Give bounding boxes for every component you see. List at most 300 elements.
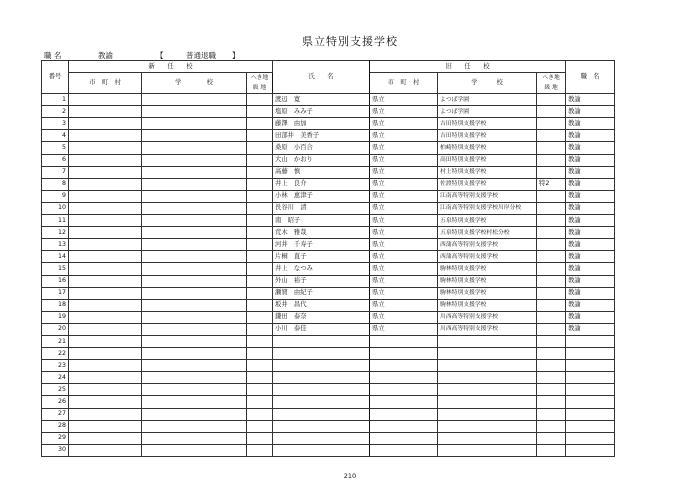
table-row [42,94,615,106]
row-number: 20 [42,323,69,335]
name-cell: 鎌田 泰奈 [273,311,370,323]
old-hekichi-cell [537,335,566,347]
new-city-cell [69,106,142,118]
old-city-cell [370,432,438,444]
old-hekichi-cell [537,420,566,432]
name-cell [273,384,370,396]
table-row [42,408,615,420]
new-hekichi-cell [247,372,273,384]
new-city-cell [69,178,142,190]
old-school-cell: 高田特別支援学校 [438,154,537,166]
old-city-cell: 県立 [370,178,438,190]
new-city-cell [69,118,142,130]
new-city-cell [69,227,142,239]
old-city-cell [370,420,438,432]
new-city-cell [69,202,142,214]
name-cell [273,420,370,432]
col-new-city-header: 市 町 村 [69,73,142,94]
old-school-cell: よつば学園 [438,106,537,118]
old-school-cell: 村上特別支援学校 [438,166,537,178]
new-hekichi-cell [247,384,273,396]
page-number: 210 [343,472,357,480]
old-school-cell [438,420,537,432]
new-city-cell [69,360,142,372]
old-school-cell: 駒林特別支援学校 [438,275,537,287]
table-row [42,239,615,251]
old-city-cell: 県立 [370,190,438,202]
col-name-header: 氏 名 [273,61,370,94]
old-school-cell: 駒林特別支援学校 [438,299,537,311]
position-cell: 教諭 [566,251,615,263]
position-value: 教諭 [98,51,113,60]
new-school-cell [142,106,247,118]
new-city-cell [69,275,142,287]
new-school-cell [142,444,247,456]
old-school-cell [438,396,537,408]
name-cell: 荒木 雅哉 [273,227,370,239]
col-old-school-header: 学 校 [438,73,537,94]
table-row [42,251,615,263]
new-hekichi-cell [247,323,273,335]
old-school-cell: 江南高等特別支援学校川岸分校 [438,202,537,214]
old-city-cell: 県立 [370,239,438,251]
old-hekichi-cell [537,263,566,275]
position-cell [566,335,615,347]
table-row [42,444,615,456]
table-row [42,287,615,299]
new-hekichi-cell [247,202,273,214]
new-city-cell [69,154,142,166]
new-school-cell [142,408,247,420]
new-school-cell [142,287,247,299]
col-new-hekichi-header: へき地 級 地 [247,73,273,94]
old-city-cell [370,384,438,396]
position-cell [566,396,615,408]
new-city-cell [69,396,142,408]
old-hekichi-cell [537,348,566,360]
new-school-group-header: 新 任 校 [69,61,273,73]
name-cell [273,396,370,408]
col-num-header: 番号 [42,61,69,94]
row-number: 30 [42,444,69,456]
table-row [42,323,615,335]
old-hekichi-cell [537,372,566,384]
new-city-cell [69,251,142,263]
position-cell: 教諭 [566,323,615,335]
row-number: 27 [42,408,69,420]
old-city-cell: 県立 [370,106,438,118]
name-cell: 外山 裕子 [273,275,370,287]
position-cell [566,420,615,432]
name-cell [273,372,370,384]
row-number: 8 [42,178,69,190]
new-city-cell [69,444,142,456]
old-city-cell [370,408,438,420]
new-school-cell [142,190,247,202]
old-school-cell: 西蒲高等特別支援学校 [438,251,537,263]
old-hekichi-cell [537,323,566,335]
row-number: 5 [42,142,69,154]
new-school-cell [142,323,247,335]
new-city-cell [69,420,142,432]
table-row [42,106,615,118]
old-hekichi-cell [537,227,566,239]
old-city-cell: 県立 [370,299,438,311]
old-city-cell: 県立 [370,94,438,106]
position-cell [566,348,615,360]
old-school-cell: 佐渡特別支援学校 [438,178,537,190]
name-cell: 坂井 昌代 [273,299,370,311]
old-school-cell [438,335,537,347]
new-school-cell [142,372,247,384]
col-new-school-header: 学 校 [142,73,247,94]
new-hekichi-cell [247,420,273,432]
new-school-cell [142,263,247,275]
old-school-cell: 五泉特別支援学校村松分校 [438,227,537,239]
new-school-cell [142,311,247,323]
new-school-cell [142,335,247,347]
old-hekichi-cell [537,142,566,154]
row-number: 4 [42,130,69,142]
new-school-cell [142,130,247,142]
name-cell: 小川 泰佳 [273,323,370,335]
table-row [42,142,615,154]
row-number: 25 [42,384,69,396]
old-school-cell [438,444,537,456]
old-city-cell: 県立 [370,287,438,299]
old-city-cell: 県立 [370,251,438,263]
new-school-cell [142,360,247,372]
transfer-table [41,60,615,457]
old-school-cell: 西蒲高等特別支援学校 [438,239,537,251]
new-hekichi-cell [247,154,273,166]
table-row [42,263,615,275]
old-city-cell: 県立 [370,142,438,154]
row-number: 16 [42,275,69,287]
new-hekichi-cell [247,311,273,323]
name-cell [273,432,370,444]
new-hekichi-cell [247,263,273,275]
old-hekichi-cell: 特2 [537,178,566,190]
new-city-cell [69,166,142,178]
new-city-cell [69,311,142,323]
old-city-cell: 県立 [370,154,438,166]
old-hekichi-cell [537,299,566,311]
col-position-header: 職 名 [566,61,615,94]
position-cell [566,432,615,444]
new-city-cell [69,130,142,142]
row-number: 18 [42,299,69,311]
table-row [42,215,615,227]
row-number: 12 [42,227,69,239]
name-cell: 藤澤 由加 [273,118,370,130]
new-hekichi-cell [247,106,273,118]
table-row [42,396,615,408]
new-city-cell [69,408,142,420]
table-row [42,384,615,396]
name-cell: 瀬賀 由紀子 [273,287,370,299]
new-city-cell [69,384,142,396]
table-row [42,432,615,444]
new-city-cell [69,263,142,275]
new-hekichi-cell [247,396,273,408]
old-school-cell [438,408,537,420]
new-hekichi-cell [247,130,273,142]
new-school-cell [142,420,247,432]
new-city-cell [69,372,142,384]
new-city-cell [69,215,142,227]
new-city-cell [69,348,142,360]
new-school-cell [142,215,247,227]
row-number: 14 [42,251,69,263]
table-row [42,118,615,130]
new-school-cell [142,251,247,263]
old-hekichi-cell [537,118,566,130]
new-school-cell [142,384,247,396]
old-hekichi-cell [537,154,566,166]
table-row [42,299,615,311]
position-cell: 教諭 [566,154,615,166]
old-hekichi-cell [537,275,566,287]
row-number: 28 [42,420,69,432]
name-cell [273,360,370,372]
row-number: 29 [42,432,69,444]
table-row [42,275,615,287]
old-school-cell [438,372,537,384]
old-city-cell [370,444,438,456]
old-school-cell: 吉田特別支援学校 [438,118,537,130]
old-hekichi-cell [537,202,566,214]
table-row [42,348,615,360]
old-hekichi-cell [537,311,566,323]
old-hekichi-cell [537,360,566,372]
old-school-cell [438,432,537,444]
position-cell: 教諭 [566,239,615,251]
old-school-cell: 駒林特別支援学校 [438,287,537,299]
old-hekichi-cell [537,432,566,444]
new-city-cell [69,323,142,335]
old-hekichi-cell [537,251,566,263]
row-number: 11 [42,215,69,227]
new-hekichi-cell [247,251,273,263]
new-hekichi-cell [247,275,273,287]
position-cell [566,408,615,420]
old-hekichi-cell [537,190,566,202]
position-cell: 教諭 [566,166,615,178]
new-school-cell [142,202,247,214]
new-school-cell [142,154,247,166]
new-city-cell [69,335,142,347]
old-hekichi-cell [537,94,566,106]
name-cell: 片桐 直子 [273,251,370,263]
new-hekichi-cell [247,118,273,130]
position-cell: 教諭 [566,106,615,118]
new-school-cell [142,396,247,408]
new-city-cell [69,287,142,299]
table-row [42,190,615,202]
new-city-cell [69,94,142,106]
new-city-cell [69,142,142,154]
name-cell [273,444,370,456]
name-cell: 井上 なつみ [273,263,370,275]
col-old-hekichi-header: へき地 級 地 [537,73,566,94]
new-school-cell [142,227,247,239]
old-hekichi-cell [537,130,566,142]
old-city-cell: 県立 [370,323,438,335]
position-cell: 教諭 [566,311,615,323]
old-city-cell: 県立 [370,130,438,142]
new-city-cell [69,432,142,444]
row-number: 6 [42,154,69,166]
new-school-cell [142,275,247,287]
name-cell: 田部井 美香子 [273,130,370,142]
old-hekichi-cell [537,408,566,420]
position-cell [566,384,615,396]
name-cell: 小林 恵津子 [273,190,370,202]
old-school-cell [438,384,537,396]
new-hekichi-cell [247,227,273,239]
name-cell [273,348,370,360]
old-school-cell: 五泉特別支援学校 [438,215,537,227]
table-row [42,372,615,384]
name-cell: 河井 千寿子 [273,239,370,251]
new-hekichi-cell [247,432,273,444]
row-number: 26 [42,396,69,408]
old-city-cell [370,372,438,384]
table-row [42,311,615,323]
old-city-cell: 県立 [370,263,438,275]
row-number: 22 [42,348,69,360]
old-hekichi-cell [537,444,566,456]
table-row [42,202,615,214]
table-row [42,178,615,190]
old-city-cell [370,396,438,408]
old-city-cell: 県立 [370,275,438,287]
table-row [42,227,615,239]
old-school-cell: 吉田特別支援学校 [438,130,537,142]
position-cell [566,360,615,372]
new-hekichi-cell [247,166,273,178]
new-hekichi-cell [247,360,273,372]
new-hekichi-cell [247,408,273,420]
row-number: 19 [42,311,69,323]
table-row [42,420,615,432]
name-cell: 井上 良介 [273,178,370,190]
old-city-cell [370,348,438,360]
row-number: 24 [42,372,69,384]
old-hekichi-cell [537,287,566,299]
new-hekichi-cell [247,178,273,190]
new-school-cell [142,118,247,130]
new-city-cell [69,239,142,251]
new-school-cell [142,166,247,178]
new-school-cell [142,299,247,311]
old-city-cell: 県立 [370,215,438,227]
row-number: 7 [42,166,69,178]
table-row [42,154,615,166]
position-cell: 教諭 [566,275,615,287]
new-school-cell [142,178,247,190]
row-number: 21 [42,335,69,347]
name-cell: 渡辺 寛 [273,94,370,106]
bracket-close: 】 [232,51,240,60]
row-number: 10 [42,202,69,214]
name-cell: 桑原 小百合 [273,142,370,154]
old-school-cell [438,360,537,372]
position-cell: 教諭 [566,263,615,275]
position-cell: 教諭 [566,190,615,202]
old-city-cell [370,335,438,347]
row-number: 23 [42,360,69,372]
name-cell [273,335,370,347]
row-number: 17 [42,287,69,299]
row-number: 3 [42,118,69,130]
old-city-cell: 県立 [370,118,438,130]
position-cell: 教諭 [566,299,615,311]
name-cell: 高藤 慎 [273,166,370,178]
new-hekichi-cell [247,348,273,360]
old-city-cell: 県立 [370,311,438,323]
position-cell: 教諭 [566,215,615,227]
old-hekichi-cell [537,239,566,251]
category-value: 普通退職 [186,51,216,60]
name-cell: 長谷川 清 [273,202,370,214]
new-school-cell [142,239,247,251]
old-hekichi-cell [537,215,566,227]
position-cell: 教諭 [566,118,615,130]
page-title: 県立特別支援学校 [302,35,398,48]
old-school-cell: 川西高等特別支援学校 [438,311,537,323]
table-row [42,130,615,142]
new-city-cell [69,190,142,202]
old-school-cell: 駒林特別支援学校 [438,263,537,275]
old-school-cell: よつば学園 [438,94,537,106]
new-hekichi-cell [247,299,273,311]
name-cell: 塩原 みみ子 [273,106,370,118]
row-number: 15 [42,263,69,275]
old-hekichi-cell [537,106,566,118]
name-cell: 南 昭子 [273,215,370,227]
name-cell [273,408,370,420]
col-old-city-header: 市 町 村 [370,73,438,94]
new-school-cell [142,432,247,444]
position-label: 職 名 [44,51,62,60]
old-city-cell: 県立 [370,202,438,214]
old-school-cell: 柏崎特別支援学校 [438,142,537,154]
row-number: 13 [42,239,69,251]
position-cell: 教諭 [566,94,615,106]
new-city-cell [69,299,142,311]
old-school-group-header: 旧 任 校 [370,61,566,73]
table-row [42,360,615,372]
old-hekichi-cell [537,396,566,408]
old-hekichi-cell [537,384,566,396]
position-cell: 教諭 [566,202,615,214]
position-cell [566,444,615,456]
row-number: 2 [42,106,69,118]
row-number: 9 [42,190,69,202]
row-number: 1 [42,94,69,106]
position-cell [566,372,615,384]
old-school-cell: 川西高等特別支援学校 [438,323,537,335]
position-cell: 教諭 [566,227,615,239]
position-cell: 教諭 [566,142,615,154]
position-cell: 教諭 [566,287,615,299]
new-hekichi-cell [247,287,273,299]
new-hekichi-cell [247,335,273,347]
old-city-cell: 県立 [370,166,438,178]
new-hekichi-cell [247,190,273,202]
